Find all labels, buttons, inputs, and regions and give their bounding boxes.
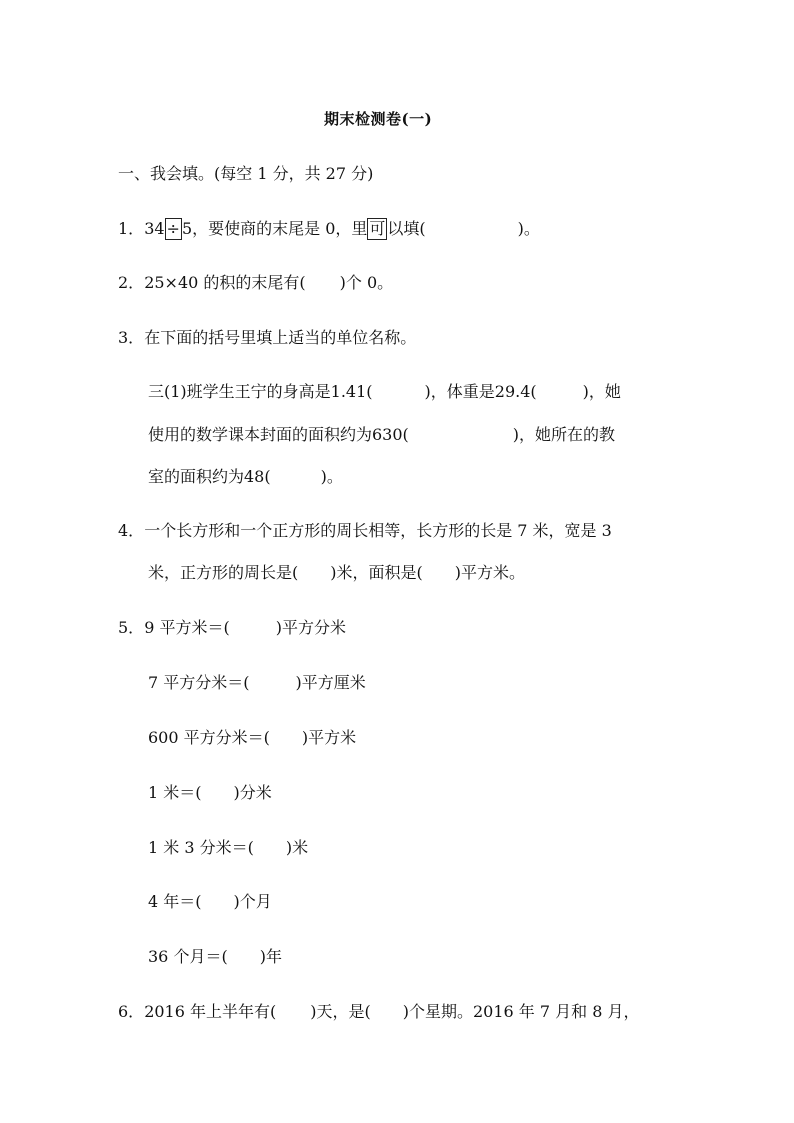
question-5-row-3 — [148, 727, 356, 749]
question-text: 4 年＝( — [148, 892, 202, 911]
boxed-symbol: ÷ — [166, 219, 180, 238]
question-number: 3． — [118, 328, 145, 347]
question-text: 1 米 3 分米＝( — [148, 838, 254, 857]
question-text: )，她 — [582, 382, 621, 401]
question-number: 1． — [118, 219, 145, 238]
question-text: )个星期。2016 年 7 月和 8 月， — [402, 1002, 640, 1021]
question-text: )。 — [320, 467, 343, 486]
question-5-row-4 — [148, 782, 272, 804]
question-4 — [118, 520, 612, 542]
question-number: 6． — [118, 1002, 145, 1021]
question-5-row-6 — [148, 891, 272, 913]
question-text: )平方米 — [301, 728, 357, 747]
question-text: )，她所在的教 — [512, 425, 616, 444]
question-1 — [118, 218, 540, 240]
question-text: )平方米。 — [454, 563, 525, 582]
question-text: 米，正方形的周长是( — [148, 563, 299, 582]
question-text: 在下面的括号里填上适当的单位名称。 — [144, 328, 417, 347]
question-number: 4． — [118, 521, 145, 540]
question-text: )米 — [285, 838, 309, 857]
question-text: )个月 — [233, 892, 272, 911]
question-text: 600 平方分米＝( — [148, 728, 270, 747]
question-text: )。 — [517, 219, 540, 238]
question-text: 三(1)班学生王宁的身高是1.41( — [148, 382, 373, 401]
question-3 — [118, 327, 416, 349]
question-text: )，体重是29.4( — [424, 382, 537, 401]
question-2 — [118, 272, 393, 294]
question-number: 2． — [118, 273, 145, 292]
question-text: 36 个月＝( — [148, 947, 228, 966]
question-text: 25×40 的积的末尾有( — [144, 273, 306, 292]
section-heading: 一、我会填。(每空 1 分，共 27 分) — [118, 164, 374, 183]
question-3-line-1 — [148, 381, 621, 403]
question-text: 一个长方形和一个正方形的周长相等，长方形的长是 7 米，宽是 3 — [144, 521, 612, 540]
question-3-line-2 — [148, 424, 615, 446]
question-text: 9 平方米＝( — [144, 618, 230, 637]
question-3-line-3 — [148, 466, 343, 488]
question-5 — [118, 617, 346, 639]
question-text: 2016 年上半年有( — [144, 1002, 277, 1021]
boxed-char: 可 — [369, 219, 386, 238]
question-5-row-2 — [148, 672, 366, 694]
question-5-row-7 — [148, 946, 282, 968]
question-6 — [118, 1001, 640, 1023]
question-text: 7 平方分米＝( — [148, 673, 250, 692]
question-text: 5，要使商的末尾是 0，里 — [181, 219, 368, 238]
question-text: )天，是( — [310, 1002, 371, 1021]
question-text: 以填( — [387, 219, 426, 238]
page-title: 期末检测卷(一) — [324, 110, 433, 128]
question-text: )年 — [259, 947, 282, 966]
question-4-line-2 — [148, 562, 525, 584]
question-text: )分米 — [233, 783, 272, 802]
question-text: 室的面积约为48( — [148, 467, 271, 486]
question-5-row-5 — [148, 837, 308, 859]
question-text: )个 0。 — [339, 273, 394, 292]
question-text: 1 米＝( — [148, 783, 202, 802]
question-text: )米，面积是( — [330, 563, 423, 582]
question-text: 使用的数学课本封面的面积约为630( — [148, 425, 409, 444]
question-number: 5． — [118, 618, 145, 637]
question-text: )平方分米 — [275, 618, 346, 637]
question-text: )平方厘米 — [295, 673, 366, 692]
question-text: 34 — [144, 219, 165, 238]
